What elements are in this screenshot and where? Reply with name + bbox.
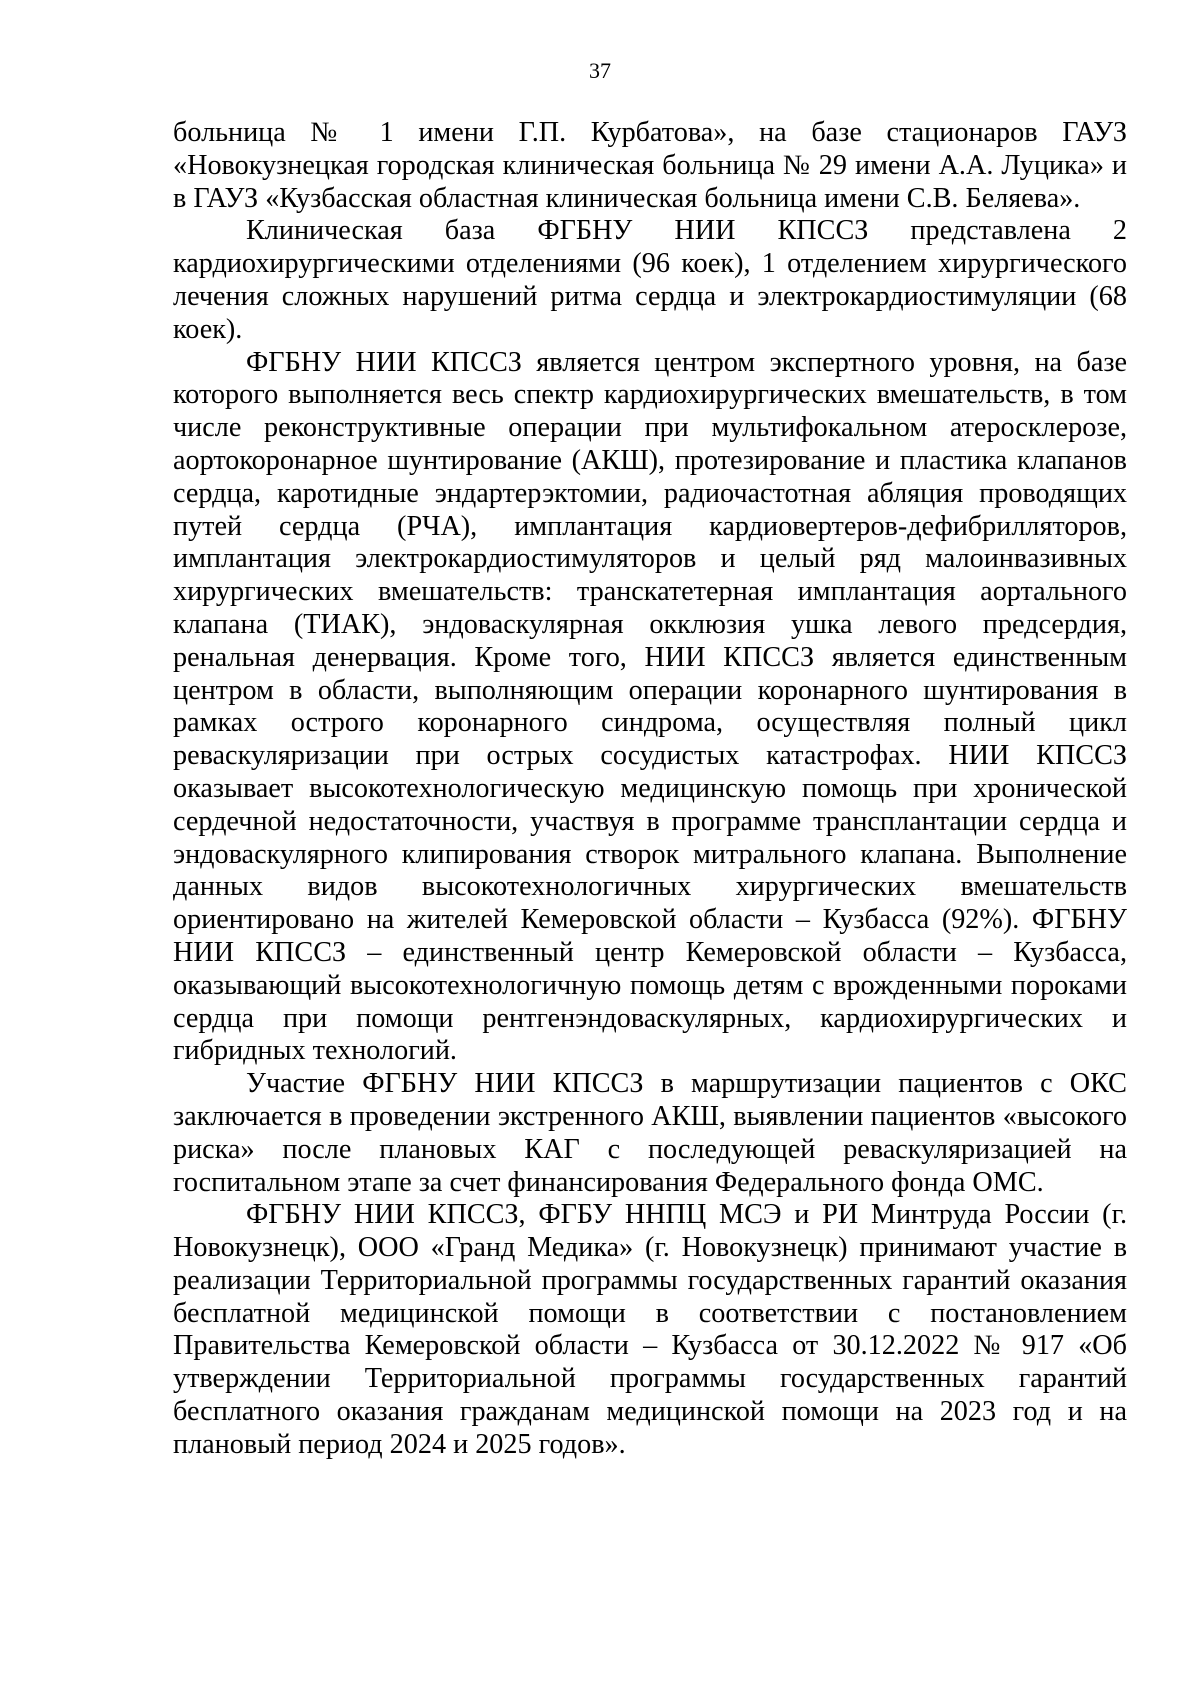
paragraph-territorial-program: ФГБНУ НИИ КПССЗ, ФГБУ ННПЦ МСЭ и РИ Минтруда России (г. Новокузнецк), ООО «Гранд Медика» (г. Новокузнецк) принимают участие в реализации Территориальной программы государственных гарантий оказания бесплатной медицинской помощи в соответствии с постановлением Правительства Кемеровской области – Кузбасса от 30.12.2022 № 917 «Об утверждении Территориальной программы государственных гарантий бесплатного оказания гражданам медицинской помощи на 2023 год и на плановый период 2024 и 2025 годов». [173, 1199, 1127, 1460]
paragraph-hospitals-continuation: больница № 1 имени Г.П. Курбатова», на базе стационаров ГАУЗ «Новокузнецкая городская клиническая больница № 29 имени А.А. Луцика» и в ГАУЗ «Кузбасская областная клиническая больница имени С.В. Беляева». [173, 117, 1127, 214]
document-body [173, 117, 1127, 1462]
paragraph-clinical-base: Клиническая база ФГБНУ НИИ КПССЗ представлена 2 кардиохирургическими отделениями (96 коек), 1 отделением хирургического лечения сложных нарушений ритма сердца и электрокардиостимуляции (68 коек). [173, 215, 1127, 345]
paragraph-expert-center: ФГБНУ НИИ КПССЗ является центром экспертного уровня, на базе которого выполняется весь спектр кардиохирургических вмешательств, в том числе реконструктивные операции при мультифокальном атеросклерозе, аортокоронарное шунтирование (АКШ), протезирование и пластика клапанов сердца, каротидные эндартерэктомии, радиочастотная абляция проводящих путей сердца (РЧА), имплантация кардиовертеров-дефибрилляторов, имплантация электрокардиостимуляторов и целый ряд малоинвазивных хирургических вмешательств: транскатетерная имплантация аортального клапана (ТИАК), эндоваскулярная окклюзия ушка левого предсердия, ренальная денервация. Кроме того, НИИ КПССЗ является единственным центром в области, выполняющим операции коронарного шунтирования в рамках острого коронарного синдрома, осуществляя полный цикл реваскуляризации при острых сосудистых катастрофах. НИИ КПССЗ оказывает высокотехнологическую медицинскую помощь при хронической сердечной недостаточности, участвуя в программе трансплантации сердца и эндоваскулярного клипирования створок митрального клапана. Выполнение данных видов высокотехнологичных хирургических вмешательств ориентировано на жителей Кемеровской области – Кузбасса (92%). ФГБНУ НИИ КПССЗ – единственный центр Кемеровской области – Кузбасса, оказывающий высокотехнологичную помощь детям с врожденными пороками сердца при помощи рентгенэндоваскулярных, кардиохирургических и гибридных технологий. [173, 346, 1127, 1067]
page-number: 37 [589, 58, 611, 83]
paragraph-routing-acs: Участие ФГБНУ НИИ КПССЗ в маршрутизации пациентов с ОКС заключается в проведении экстренного АКШ, выявлении пациентов «высокого риска» после плановых КАГ с последующей реваскуляризацией на госпитальном этапе за счет финансирования Федерального фонда ОМС. [173, 1068, 1127, 1198]
